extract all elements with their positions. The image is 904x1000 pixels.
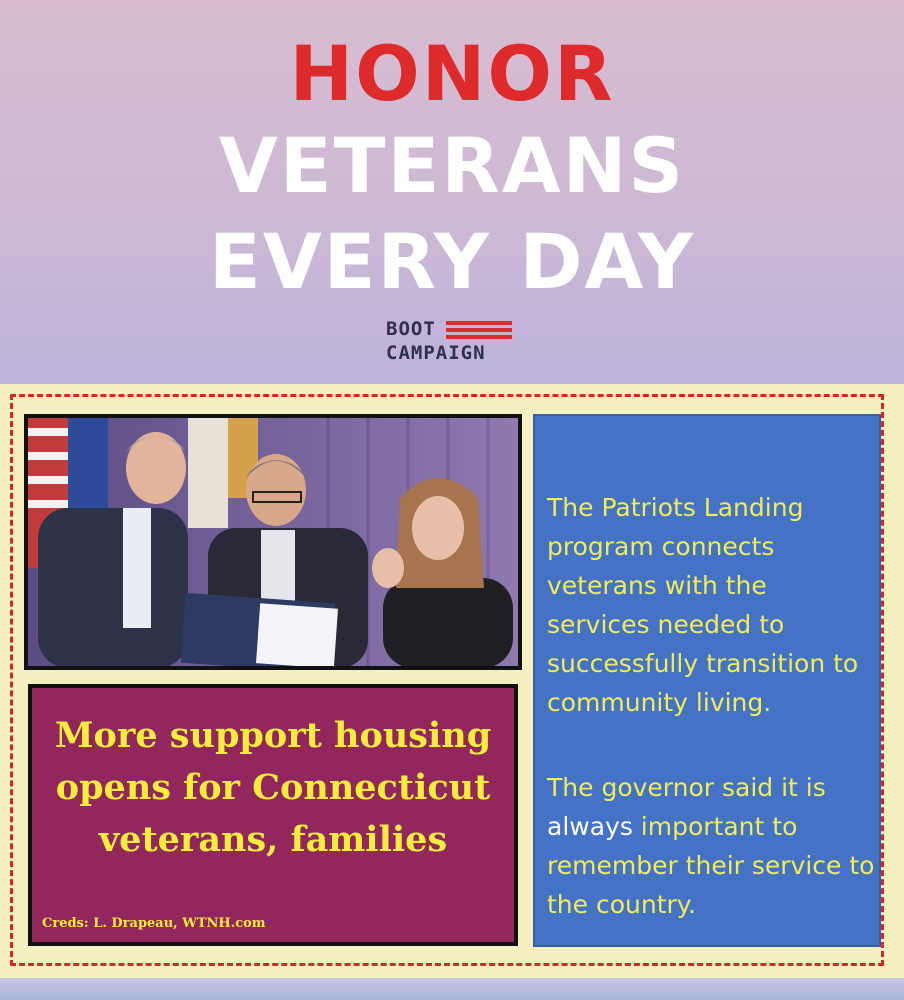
logo-word-boot: BOOT [386, 318, 436, 340]
news-panel [0, 384, 904, 978]
info-paragraph-governor [547, 768, 877, 924]
headline-box [28, 684, 518, 946]
ceremony-photo-illustration [28, 418, 518, 666]
photo-credits: Creds: L. Drapeau, WTNH.com [42, 916, 266, 931]
banner-title-honor: HONOR [289, 29, 615, 118]
boot-campaign-logo [386, 318, 516, 368]
banner-title-every-day: EVERY DAY [208, 217, 696, 306]
info-text-highlight: always [547, 812, 633, 841]
story-headline: More support housing opens for Connecticut veterans, families [54, 715, 492, 860]
info-box [533, 414, 881, 947]
bottom-strip [0, 978, 904, 1000]
logo-word-campaign: CAMPAIGN [386, 342, 486, 364]
info-text-after: important to remember their service to the country. [547, 812, 875, 919]
info-paragraph-program: The Patriots Landing program connects veterans with the services needed to successfully transition to community living. [547, 493, 859, 717]
campaign-banner [0, 0, 904, 384]
info-text-before: The governor said it is [547, 773, 826, 802]
flag-stripes-icon [446, 321, 512, 339]
banner-title-veterans: VETERANS [218, 121, 686, 210]
ceremony-photo [24, 414, 522, 670]
